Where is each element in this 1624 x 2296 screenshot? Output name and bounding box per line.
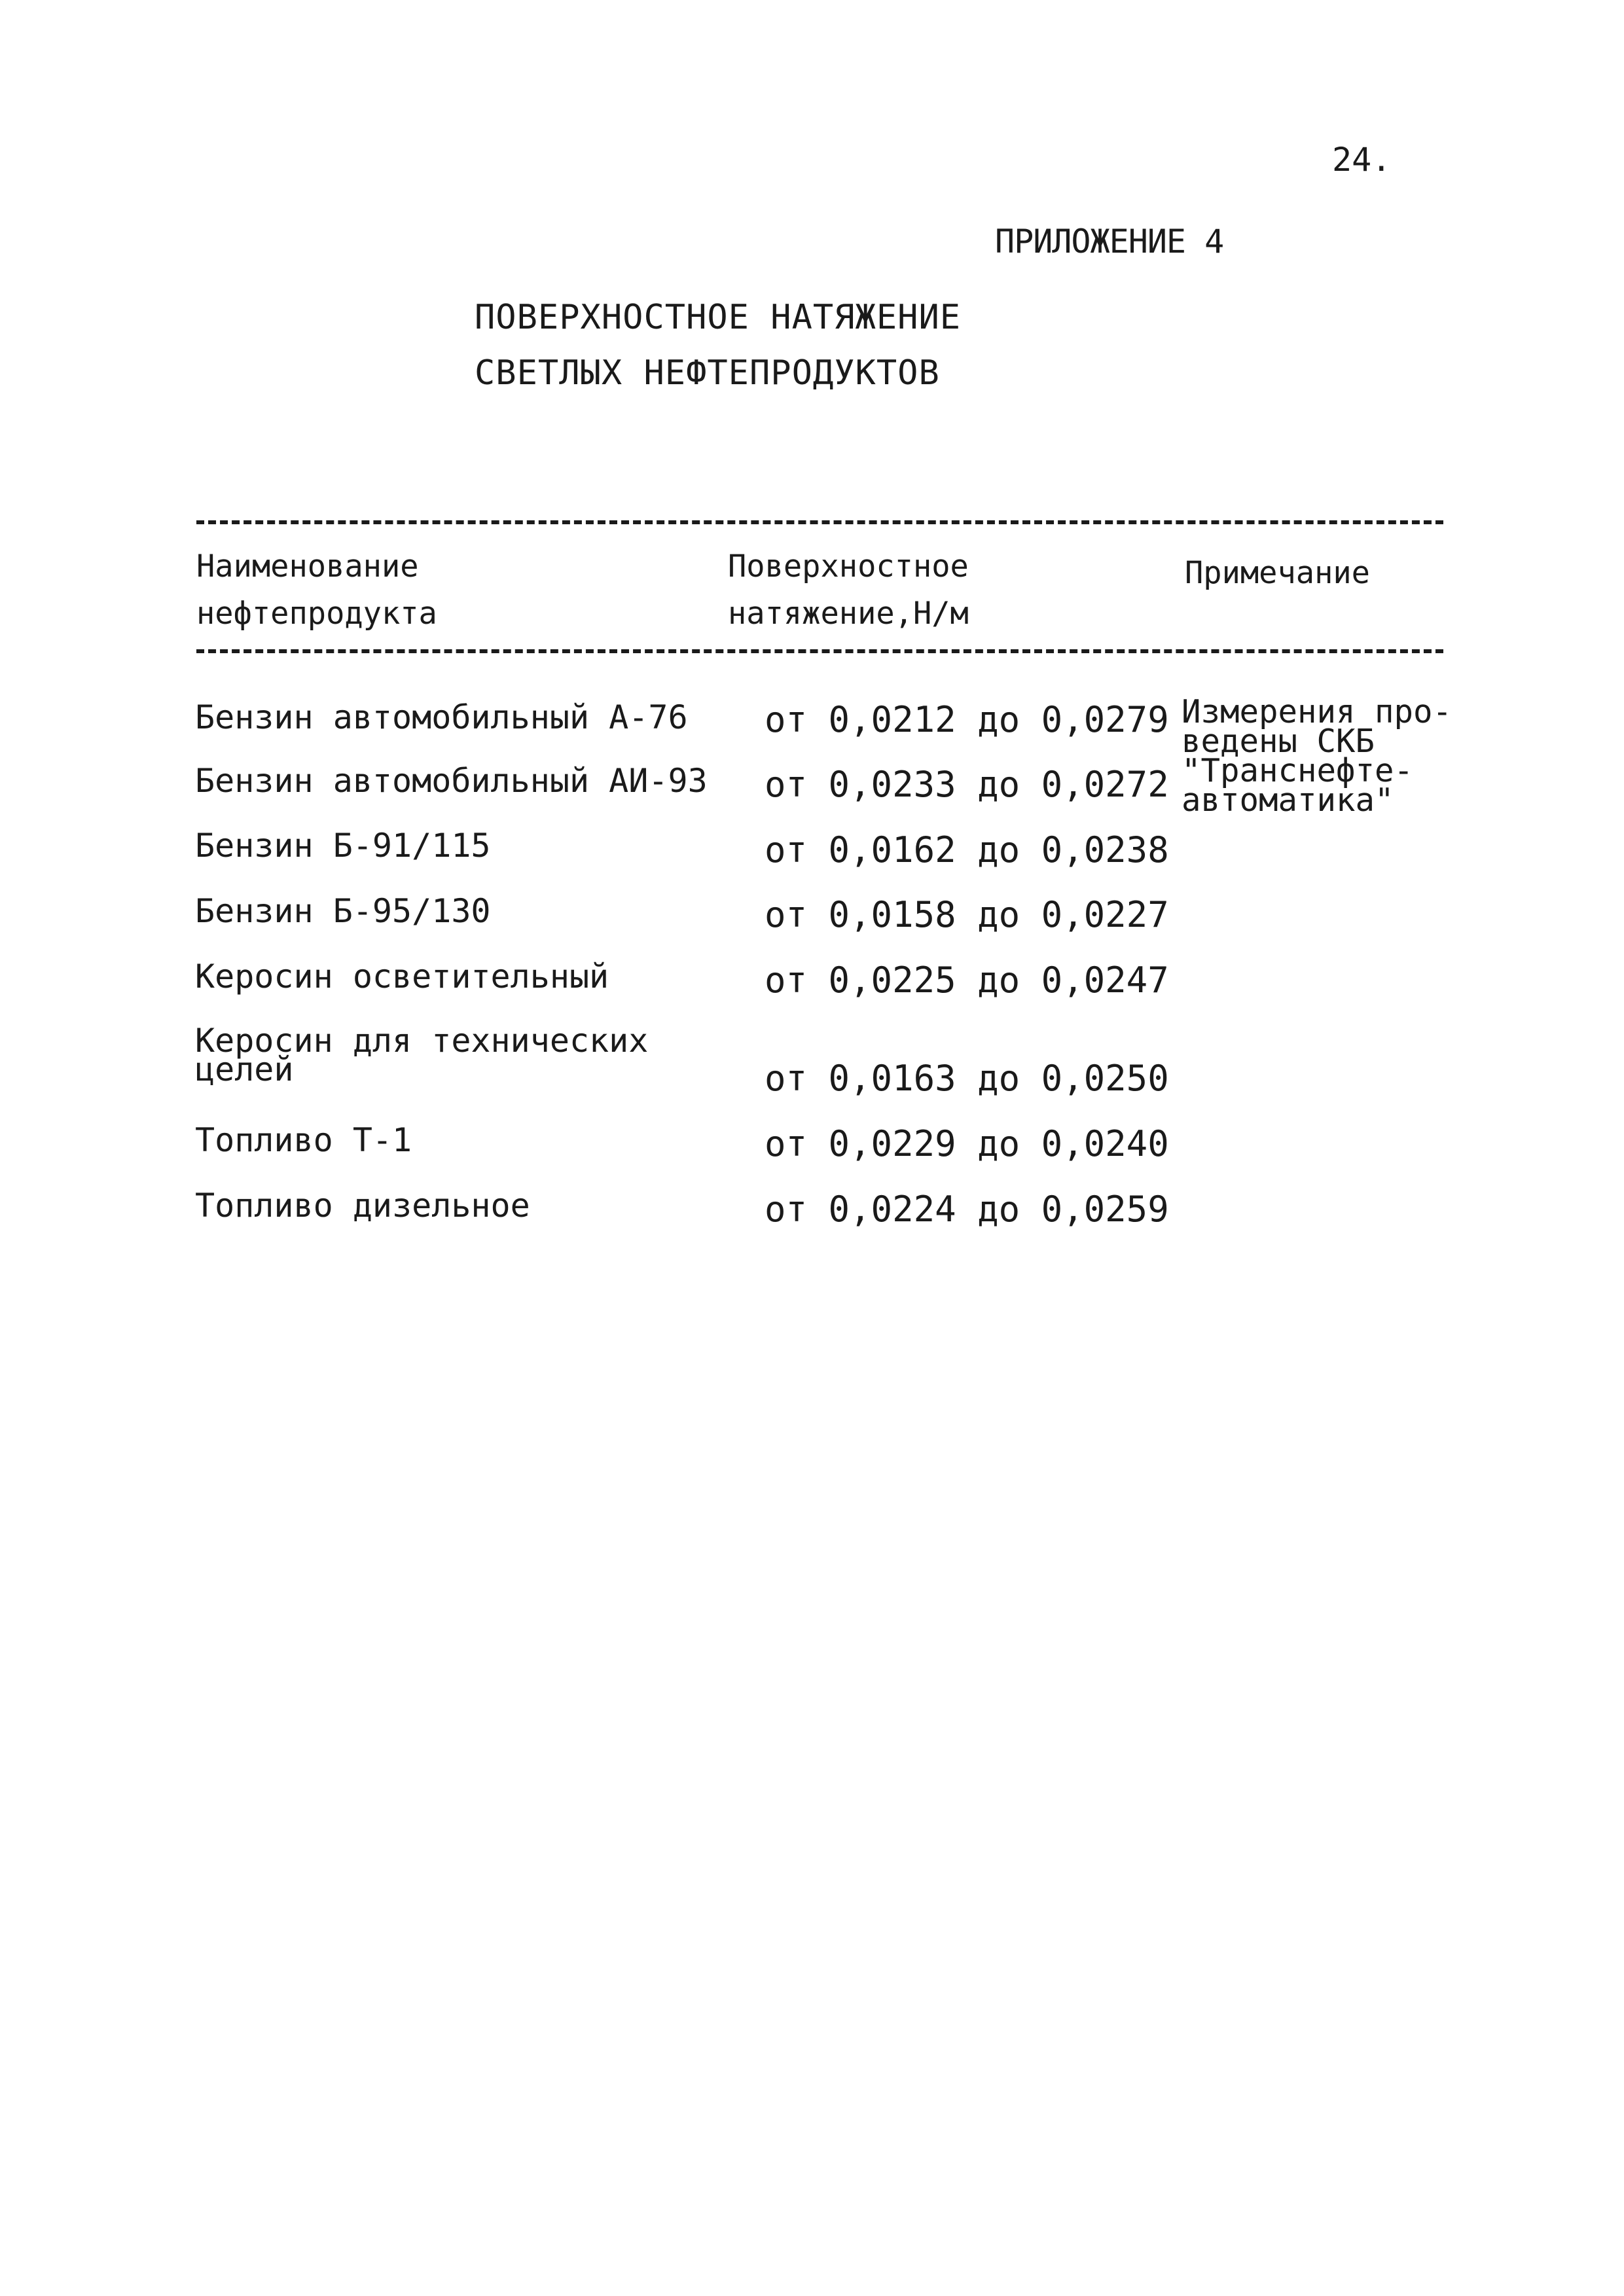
header-product-name: Наименование нефтепродукта (196, 548, 437, 632)
row-2-name: Бензин автомобильный АИ-93 (195, 762, 708, 800)
row-7-name: Топливо Т-1 (195, 1121, 412, 1159)
row-6-name: Керосин для технических целей (195, 1022, 649, 1088)
header-note: Примечание (1185, 555, 1370, 591)
row-6-value: от 0,0163 до 0,0250 (765, 1058, 1169, 1099)
table-note: Измерения про- ведены СКБ "Транснефте- автоматика" (1182, 693, 1453, 819)
row-4-name: Бензин Б-95/130 (195, 892, 491, 930)
row-4-value: от 0,0158 до 0,0227 (765, 894, 1169, 935)
row-2-value: от 0,0233 до 0,0272 (765, 764, 1169, 805)
header-surface-tension: Поверхностное натяжение,Н/м (728, 548, 969, 632)
page-title-line-2: СВЕТЛЫХ НЕФТЕПРОДУКТОВ (475, 353, 940, 393)
row-8-name: Топливо дизельное (195, 1187, 530, 1225)
row-3-value: от 0,0162 до 0,0238 (765, 829, 1169, 870)
row-5-name: Керосин осветительный (195, 958, 609, 996)
table-header-rule (196, 649, 1443, 653)
row-8-value: от 0,0224 до 0,0259 (765, 1189, 1169, 1230)
appendix-label: ПРИЛОЖЕНИЕ 4 (995, 223, 1224, 260)
row-5-value: от 0,0225 до 0,0247 (765, 960, 1169, 1001)
row-7-value: от 0,0229 до 0,0240 (765, 1123, 1169, 1164)
table-top-rule (196, 520, 1443, 524)
row-1-name: Бензин автомобильный А-76 (195, 698, 688, 736)
row-3-name: Бензин Б-91/115 (195, 827, 491, 865)
page-title-line-1: ПОВЕРХНОСТНОЕ НАТЯЖЕНИЕ (475, 298, 962, 337)
page-number: 24. (1332, 141, 1392, 179)
row-1-value: от 0,0212 до 0,0279 (765, 699, 1169, 740)
